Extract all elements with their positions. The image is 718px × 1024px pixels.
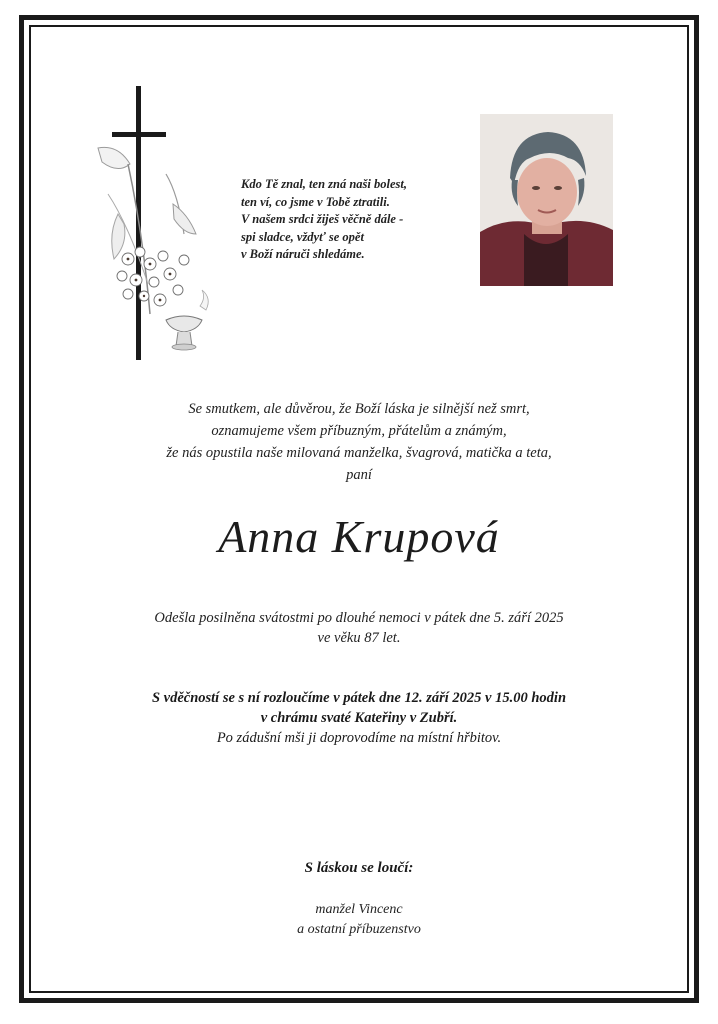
verse-line: V našem srdci žiješ věčně dále - [241, 212, 404, 226]
mourners-list [0, 900, 718, 940]
mourner-name: a ostatní příbuzenstvo [297, 922, 421, 937]
funeral-place-line: v chrámu svaté Kateřiny v Zubří. [260, 710, 458, 726]
announcement-text [0, 398, 718, 486]
cross-lily-icon [88, 84, 218, 364]
verse-line: spi sladce, vždyť se opět [241, 229, 364, 244]
verse-line: v Boží náruči shledáme. [241, 247, 365, 261]
mourner-name: manžel Vincenc [315, 902, 403, 917]
age-line: ve věku 87 let. [317, 630, 401, 646]
death-info-line: Odešla posilněna svátostmi po dlouhé nemoci v pátek dne 5. září 2025 [154, 610, 564, 626]
announcement-line: Se smutkem, ale důvěrou, že Boží láska je silnější než smrt, [188, 401, 530, 417]
memorial-verse [241, 176, 461, 264]
deceased-name: Anna Krupová [218, 511, 500, 562]
portrait-photo [480, 114, 613, 286]
death-info [0, 608, 718, 648]
burial-line: Po zádušní mši ji doprovodíme na místní hřbitov. [216, 730, 502, 746]
mourners-title: S láskou se loučí: [304, 860, 414, 876]
announcement-line: že nás opustila naše milovaná manželka, švagrová, matička a teta, [166, 445, 552, 461]
announcement-line: paní [346, 467, 372, 483]
funeral-date-line: S vděčností se s ní rozloučíme v pátek dne 12. září 2025 v 15.00 hodin [151, 690, 567, 706]
verse-line: ten ví, co jsme v Tobě ztratili. [241, 194, 390, 209]
funeral-info [0, 688, 718, 748]
verse-line: Kdo Tě znal, ten zná naši bolest, [241, 177, 407, 191]
announcement-line: oznamujeme všem příbuzným, přátelům a známým, [211, 423, 507, 439]
